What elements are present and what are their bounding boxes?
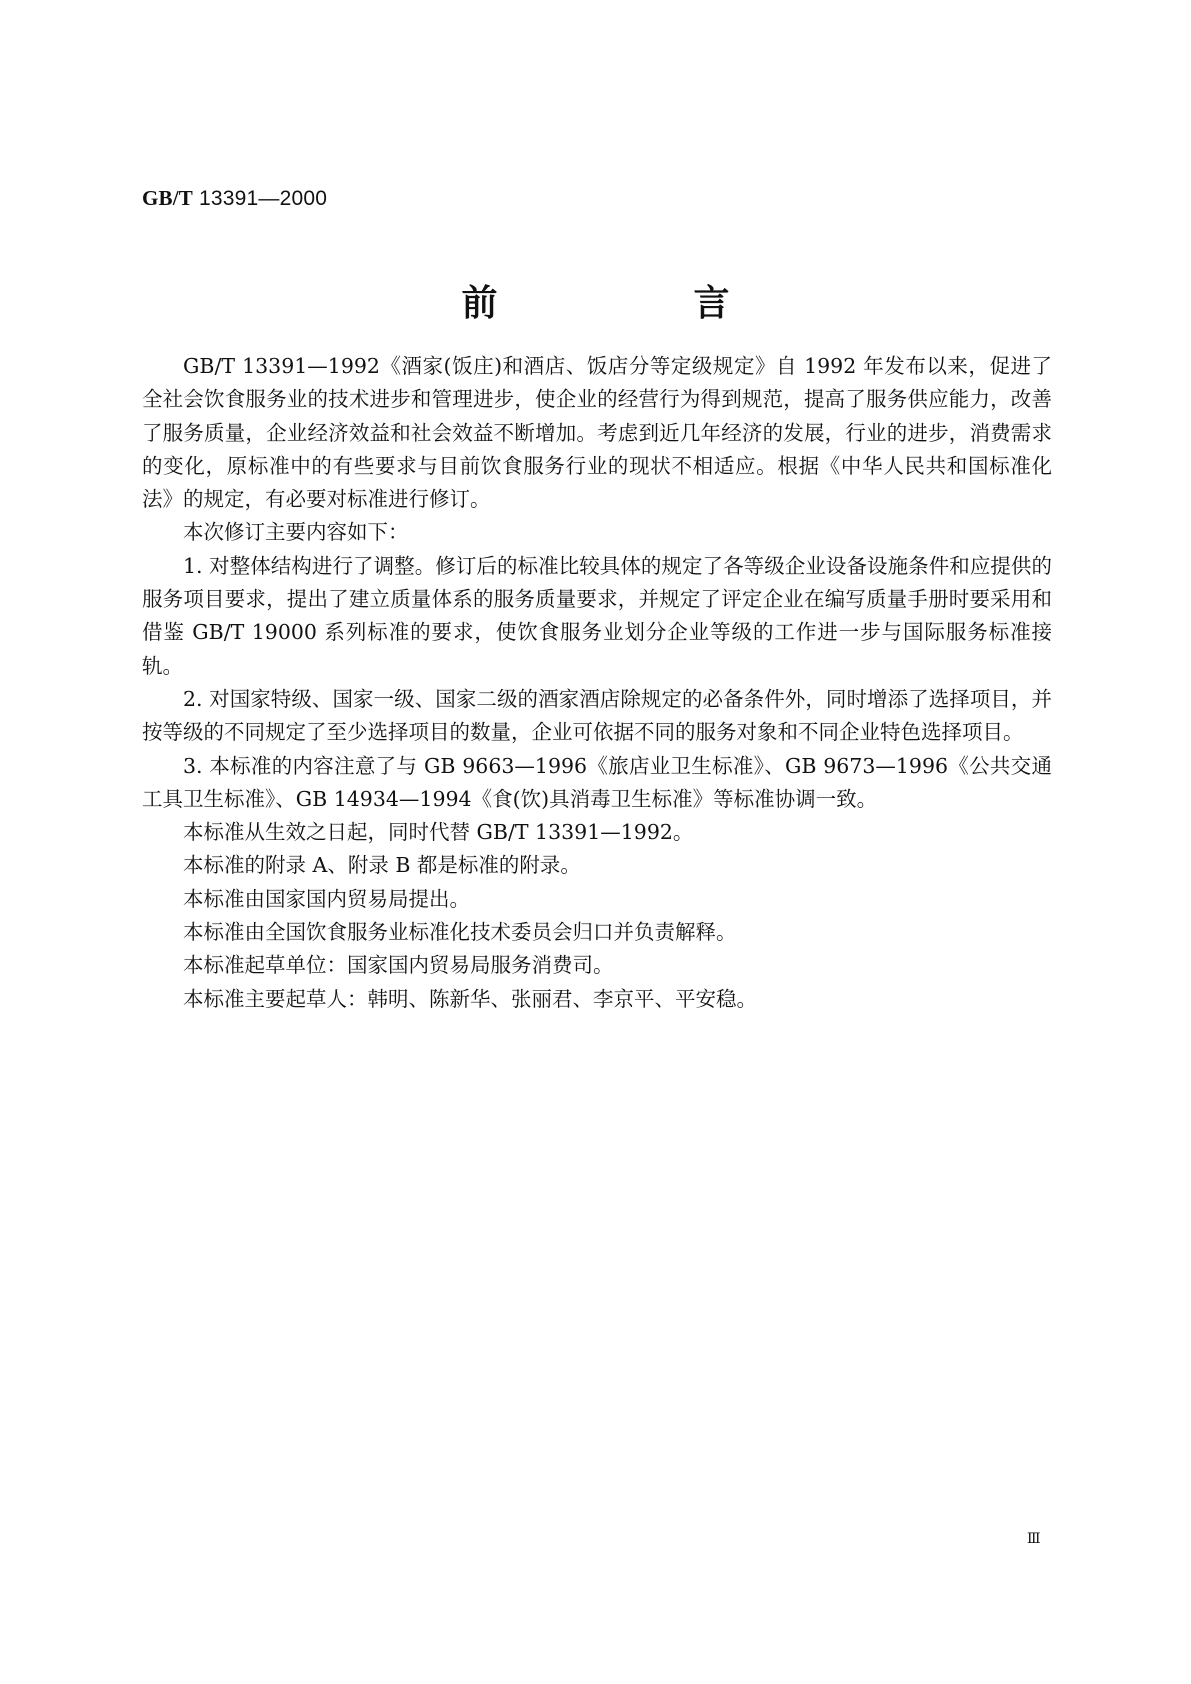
paragraph-drafting-unit: 本标准起草单位：国家国内贸易局服务消费司。: [183, 953, 614, 978]
paragraph-appendices: 本标准的附录 A、附录 B 都是标准的附录。: [183, 853, 581, 878]
paragraph-item-2: 2. 对国家特级、国家一级、国家二级的酒家酒店除规定的必备条件外，同时增添了选择项目，并按等级的不同规定了至少选择项目的数量，企业可依据不同的服务对象和不同企业特色选择项目。: [142, 686, 1052, 745]
paragraph-item-1: 1. 对整体结构进行了调整。修订后的标准比较具体的规定了各等级企业设备设施条件和应提供的服务项目要求，提出了建立质量体系的服务质量要求，并规定了评定企业在编写质量手册时要采用和借鉴 GB/T 19000 系列标准的要求，使饮食服务业划分企业等级的工作进一步与国际服务标准接轨。: [142, 553, 1052, 678]
standard-prefix: GB/T: [142, 186, 193, 210]
paragraph-committee: 本标准由全国饮食服务业标准化技术委员会归口并负责解释。: [183, 920, 737, 945]
standard-code-header: [142, 186, 327, 211]
paragraph-item-3: 3. 本标准的内容注意了与 GB 9663—1996《旅店业卫生标准》、GB 9673—1996《公共交通工具卫生标准》、GB 14934—1994《食(饮)具消毒卫生标准》等标准协调一致。: [142, 753, 1052, 811]
page-title: 前 言: [461, 282, 810, 324]
foreword-body: [142, 350, 1052, 1016]
paragraph-intro: GB/T 13391—1992《酒家(饭庄)和酒店、饭店分等定级规定》自 1992 年发布以来，促进了全社会饮食服务业的技术进步和管理进步，使企业的经营行为得到规范，提高了服务供应能力，改善了服务质量，企业经济效益和社会效益不断增加。考虑到近几年经济的发展，行业的进步，消费需求的变化，原标准中的有些要求与目前饮食服务行业的现状不相适应。根据《中华人民共和国标准化法》的规定，有必要对标准进行修订。: [142, 354, 1052, 512]
paragraph-replacement: 本标准从生效之日起，同时代替 GB/T 13391—1992。: [183, 820, 694, 845]
standard-number: 13391—2000: [199, 187, 328, 210]
paragraph-revision-heading: 本次修订主要内容如下：: [183, 520, 409, 545]
paragraph-proposer: 本标准由国家国内贸易局提出。: [183, 886, 470, 911]
page-number: Ⅲ: [1027, 1531, 1041, 1547]
paragraph-drafters: 本标准主要起草人：韩明、陈新华、张丽君、李京平、平安稳。: [183, 986, 757, 1011]
